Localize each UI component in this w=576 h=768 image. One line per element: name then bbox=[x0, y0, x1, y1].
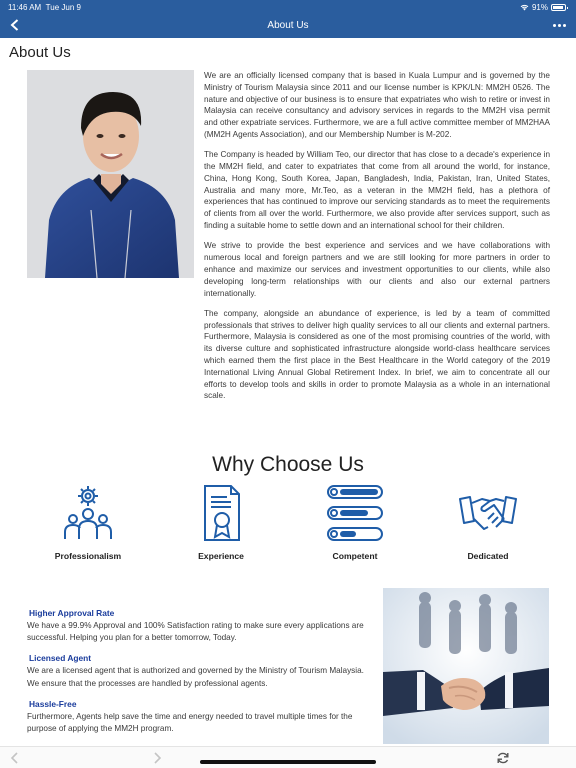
team-gear-icon bbox=[58, 483, 118, 543]
home-indicator bbox=[200, 760, 376, 764]
browser-back-icon[interactable] bbox=[8, 751, 22, 765]
browser-forward-icon[interactable] bbox=[150, 751, 164, 765]
nav-title: About Us bbox=[267, 20, 309, 31]
about-text bbox=[204, 70, 550, 411]
about-paragraph: We are an officially licensed company that is based in Kuala Lumpur and is governed by the Ministry of Tourism Malaysia since 2011 and our license number is KPK/LN: MM2H 0526. The nature and objective of our business is to ensure that expatriates who wish to retire or invest in Malaysia can receive consultancy and advisory services in regards to the MM2H visa permit and other expatriate services. Furthermore, we are a full active committee member of MM2HAA (MM2H Agents Association), and our Membership Number is M-202. bbox=[204, 71, 550, 139]
more-dot-icon bbox=[558, 24, 561, 27]
progress-bars-icon bbox=[325, 483, 385, 543]
benefit-text: We have a 99.9% Approval and 100% Satisfaction rating to make sure every applications are successful. Helping you plan for a better tomorrow, Today. bbox=[27, 621, 364, 643]
feature-professionalism bbox=[28, 483, 148, 561]
benefit-title: Licensed Agent bbox=[29, 653, 92, 664]
page-heading: About Us bbox=[9, 44, 71, 61]
benefit-text: Furthermore, Agents help save the time and energy needed to travel multiple times for the purpose of applying the MM2H program. bbox=[27, 711, 353, 734]
handshake-icon bbox=[458, 483, 518, 543]
status-right bbox=[520, 3, 566, 12]
refresh-icon[interactable] bbox=[496, 751, 510, 765]
wifi-icon bbox=[520, 4, 529, 11]
portrait-image bbox=[27, 70, 194, 278]
status-date: Tue Jun 9 bbox=[45, 3, 81, 12]
more-dot-icon bbox=[553, 24, 556, 27]
bottom-toolbar bbox=[0, 746, 576, 768]
benefit-item bbox=[27, 653, 372, 689]
why-choose-us-heading: Why Choose Us bbox=[212, 453, 364, 476]
benefit-title: Higher Approval Rate bbox=[29, 608, 115, 618]
more-options-button[interactable] bbox=[550, 18, 568, 32]
benefits-list bbox=[27, 608, 372, 744]
feature-label: Professionalism bbox=[54, 551, 122, 561]
app-bar bbox=[0, 0, 576, 38]
about-paragraph: The company, alongside an abundance of experience, is led by a team of committed professionals that strives to deliver high quality services to all our clients and external partners. Furthermore, Malaysia is considered as one of the most promising countries of the world, with its diverse culture and sophisticated infrastructure alongside world-class healthcare services which earned them the first place in the Best Healthcare in the World category of the 2019 International Living Annual Global Retirement Index. In brief, we aim to concentrate all our efforts to develop tools and skills in order to promote Malaysia as a whole in an international scale. bbox=[204, 308, 550, 401]
director-portrait bbox=[27, 70, 194, 278]
certificate-icon bbox=[191, 483, 251, 543]
benefit-title: Hassle-Free bbox=[29, 698, 77, 709]
benefit-text: We are a licensed agent that is authorized and governed by the Ministry of Tourism Malaysia. We ensure that the processes are handled by professional agents. bbox=[27, 666, 364, 688]
feature-competent bbox=[295, 483, 415, 561]
benefit-item bbox=[27, 699, 372, 735]
benefit-item bbox=[27, 608, 372, 644]
about-paragraph: The Company is headed by William Teo, our director that has close to a decade's experience in the MM2H field, and cater to expatriates that come from all around the world, for instance, China, Hong Kong, South Korea, Japan, Bangladesh, India, Pakistan, Iran, United States, Australia and many more, Mr.Teo, as a veteran in the MM2H field, has a plethora of experiences that has continued to improve our servicing standards as to meet the requirements of clients from all over the world. Furthermore, we also provide after services support, such as finding a suitable home to settle down and an international school for their children. bbox=[204, 150, 550, 231]
status-time-text: 11:46 AM bbox=[8, 3, 42, 12]
feature-dedicated bbox=[428, 483, 548, 561]
feature-label: Experience bbox=[198, 551, 244, 561]
more-dot-icon bbox=[563, 24, 566, 27]
feature-experience bbox=[161, 483, 281, 561]
battery-percent: 91% bbox=[531, 3, 548, 12]
status-bar bbox=[0, 0, 576, 14]
status-time bbox=[8, 3, 81, 12]
handshake-image bbox=[383, 588, 549, 744]
feature-label: Competent bbox=[332, 551, 378, 561]
handshake-photo bbox=[383, 588, 549, 744]
feature-label: Dedicated bbox=[467, 551, 509, 561]
battery-icon bbox=[551, 4, 566, 11]
about-paragraph: We strive to provide the best experience and services and we have collaborations with numerous local and foreign partners and we are still looking for more partners in order to enhance and maximize our services and investment opportunities to our clients, while also developing long-term relationships with our clients and also our external partners internationally. bbox=[204, 241, 550, 298]
